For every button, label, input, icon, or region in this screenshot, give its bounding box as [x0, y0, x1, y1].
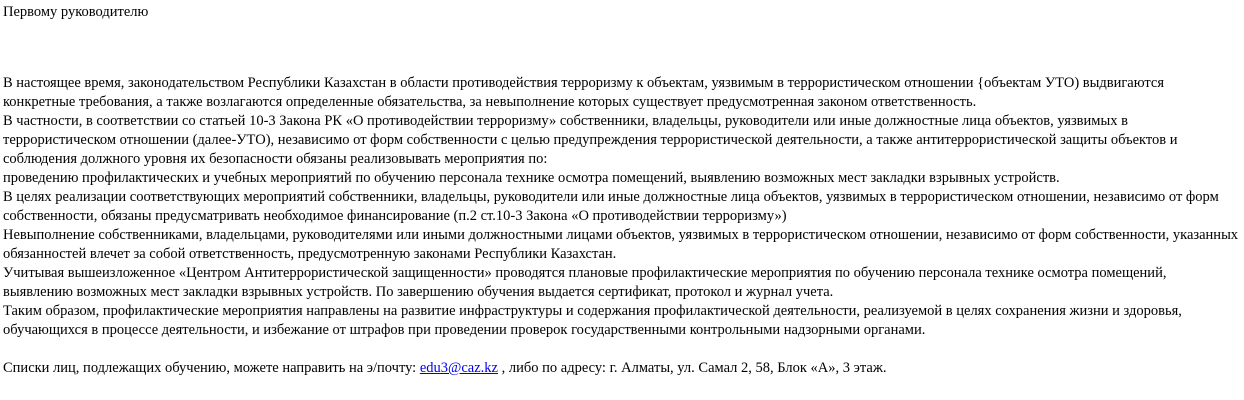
paragraph-financing: В целях реализации соответствующих мероприятий собственники, владельцы, руководители или иные должностные лица объектов, уязвимых в террористическом отношении, независимо от форм собственности, обязаны предусматривать необходимое финансирование (п.2 ст.10-3 Закона «О противодействии терроризму») — [3, 189, 1219, 224]
spacer — [3, 340, 1239, 359]
letter-greeting: Первому руководителю — [3, 4, 149, 20]
paragraph-conclusion: Таким образом, профилактические мероприятия направлены на развитие инфраструктуры и содержания профилактической деятельности, реализуемой в целях сохранения жизни и здоровья, обучающихся в процессе деятельности, и избежание от штрафов при проведении проверок государственными контрольными надзорными органами. — [3, 303, 1182, 338]
spacer — [3, 22, 1239, 74]
paragraph-center-training: Учитывая вышеизложенное «Центром Антитеррористической защищенности» проводятся плановые профилактические мероприятия по обучению персонала технике осмотра помещений, выявлению возможных мест закладки взрывных устройств. По завершению обучения выдается сертификат, протокол и журнал учета. — [3, 265, 1167, 300]
paragraph-obligations-intro: В настоящее время, законодательством Республики Казахстан в области противодействия терроризму к объектам, уязвимым в террористическом отношении {объектам УТО) выдвигаются конкретные требования, а также возлагаются определенные обязательства, за невыполнение которых существует предусмотренная законом ответственность. — [3, 75, 1164, 110]
paragraph-training-measures: проведению профилактических и учебных мероприятий по обучению персонала технике осмотра помещений, выявлению возможных мест закладки взрывных устройств. — [3, 170, 1060, 186]
contact-address: , либо по адресу: г. Алматы, ул. Самал 2, 58, Блок «А», 3 этаж. — [498, 360, 887, 376]
contact-prefix: Списки лиц, подлежащих обучению, можете направить на э/почту: — [3, 360, 420, 376]
email-link[interactable]: edu3@caz.kz — [419, 360, 498, 376]
paragraph-liability: Невыполнение собственниками, владельцами, руководителями или иными должностными лицами объектов, уязвимых в террористическом отношении, независимо от форм собственности, указанных обязанностей влечет за собой ответственность, предусмотренную законами Республики Казахстан. — [3, 227, 1239, 262]
letter — [3, 3, 1239, 378]
contact-block — [3, 359, 1239, 378]
paragraph-law-article: В частности, в соответствии со статьей 10-3 Закона РК «О противодействии терроризму» собственники, владельцы, руководители или иные должностные лица объектов, уязвимых в террористическом отношении (далее-УТО), независимо от форм собственности с целью предупреждения террористической деятельности, а также антитеррористической защиты объектов и соблюдения должного уровня их безопасности обязаны реализовывать мероприятия по: — [3, 113, 1178, 167]
letter-body — [3, 74, 1239, 340]
contact-line — [3, 359, 1239, 378]
